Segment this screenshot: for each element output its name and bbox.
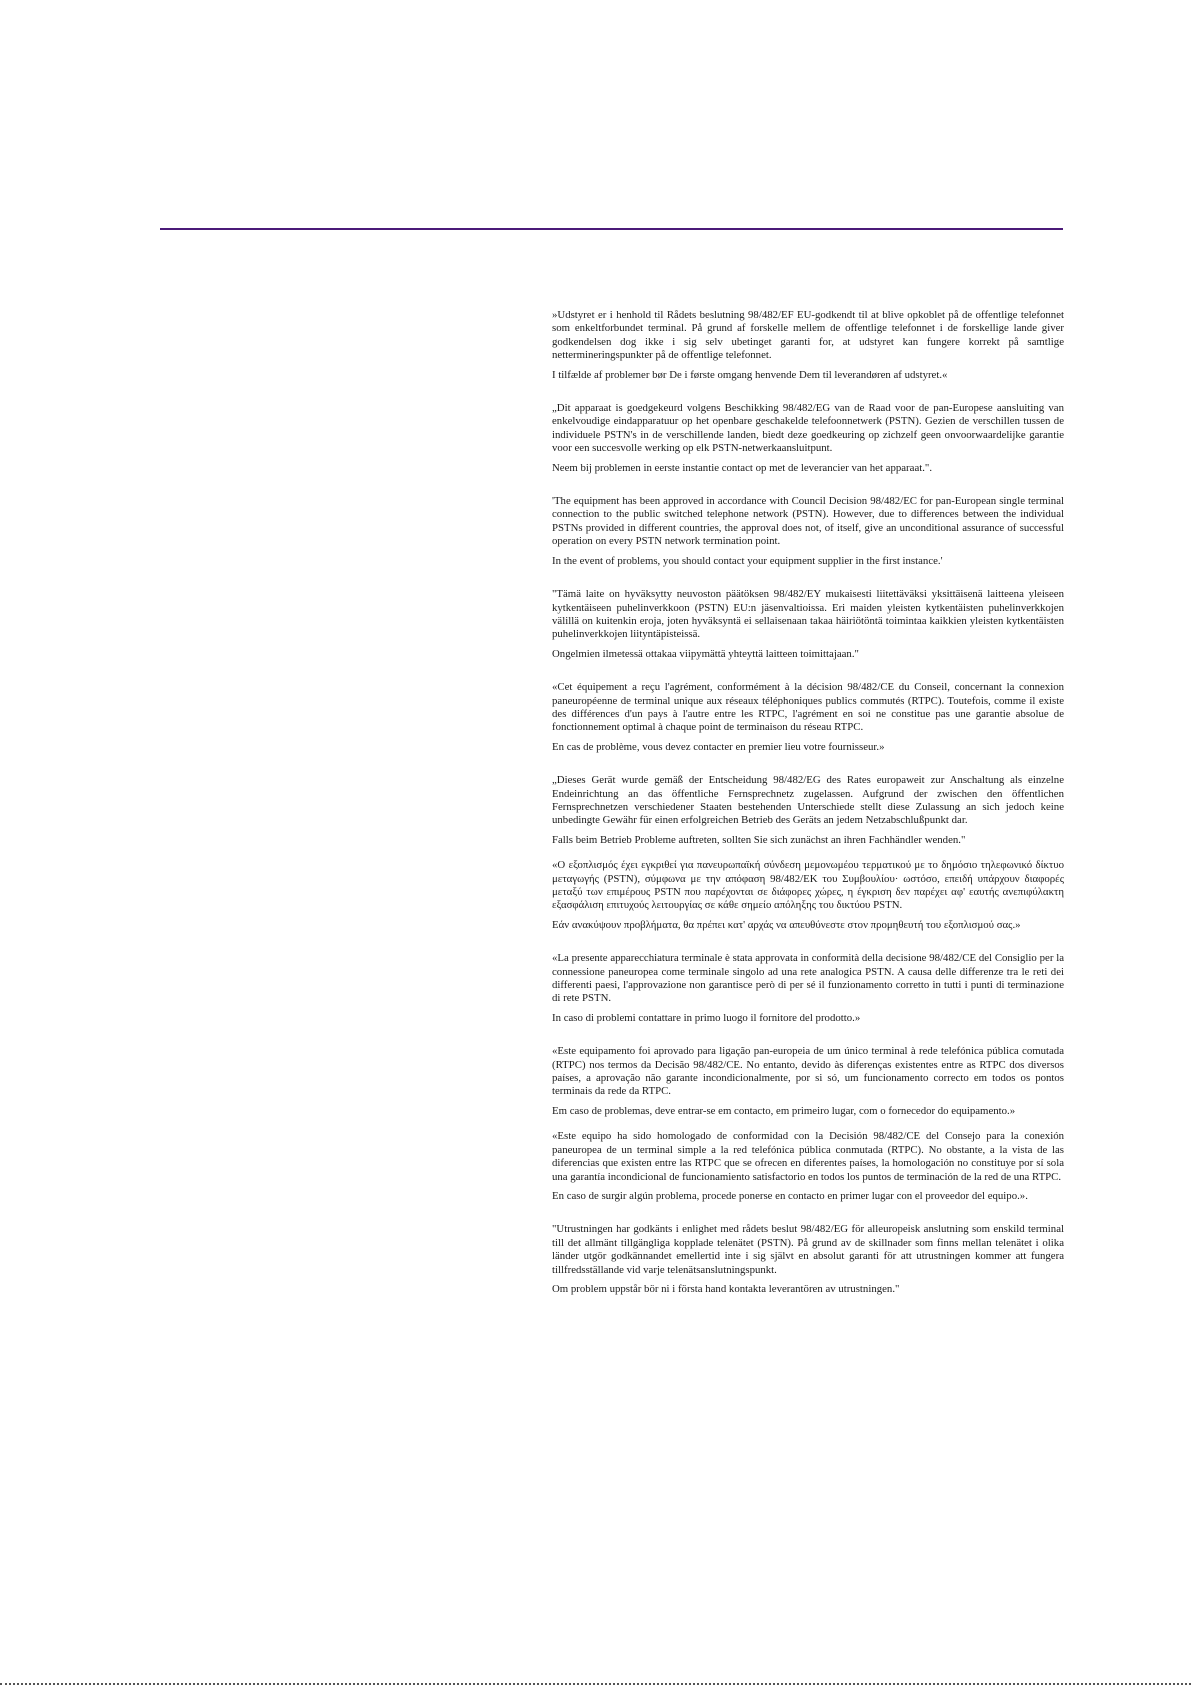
declaration-contact: In caso di problemi contattare in primo luogo il fornitore del prodotto.»	[552, 1011, 861, 1024]
declaration-body: "Utrustningen har godkänts i enlighet med rådets beslut 98/482/EG för alleuropeisk anslutning som enskild terminal till det allmänt tillgängliga kopplade telenätet (PSTN). På grund av de skillnader som finns mellan telenätet i olika länder utgör godkännandet emellertid inte i sig självt en absolut garanti för att utrustningen kommer att fungera tillfredsställande vid varje telenätsanslutningspunkt.	[552, 1223, 1064, 1276]
declaration-dutch	[552, 402, 1064, 475]
declaration-body: »Udstyret er i henhold til Rådets beslutning 98/482/EF EU-godkendt til at blive opkoblet på de offentlige telefonnet som enkeltforbundet terminal. På grund af forskelle mellem de offentlige telefonnet i de forskellige lande giver godkendelsen dog ikke i sig selv ubetinget garanti for, at udstyret kan fungere korrekt på samtlige nettermineringspunkter på de offentlige telefonnet.	[552, 309, 1064, 362]
declaration-column	[552, 309, 1064, 1296]
declaration-body: „Dit apparaat is goedgekeurd volgens Beschikking 98/482/EG van de Raad voor de pan-Europese aansluiting van enkelvoudige eindapparatuur op het openbare geschakelde telefoonnetwerk (PSTN). Gezien de verschillen tussen de individuele PSTN's in de verschillende landen, biedt deze goedkeuring op zichzelf geen onvoorwaardelijke garantie voor een succesvolle werking op elk PSTN-netwerkaansluitpunt.	[552, 402, 1064, 455]
declaration-french	[552, 681, 1064, 754]
declaration-swedish	[552, 1223, 1064, 1296]
header-rule	[160, 228, 1063, 230]
declaration-portuguese	[552, 1045, 1064, 1118]
declaration-spanish	[552, 1130, 1064, 1203]
declaration-body: "Tämä laite on hyväksytty neuvoston päätöksen 98/482/EY mukaisesti liitettäväksi yksittäisenä laitteena yleiseen kytkentäiseen puhelinverkkoon (PSTN) EU:n jäsenvaltioissa. Eri maiden yleisten kytkentäisten puhelinverkkojen välillä on kuitenkin eroja, joten hyväksyntä ei sellaisenaan takaa häiriötöntä toimintaa kaikkien yleisten kytkentäisten puhelinverkkojen liityntäpisteissä.	[552, 588, 1064, 641]
declaration-contact: Ongelmien ilmetessä ottakaa viipymättä yhteyttä laitteen toimittajaan."	[552, 647, 859, 660]
declaration-body: «Cet équipement a reçu l'agrément, conformément à la décision 98/482/CE du Conseil, concernant la connexion paneuropéenne de terminal unique aux réseaux téléphoniques publics commutés (RTPC). Toutefois, comme il existe des différences d'un pays à l'autre entre les RTPC, l'agrément en soi ne constitue pas une garantie absolue de fonctionnement optimal à chaque point de terminaison du réseau RTPC.	[552, 681, 1064, 734]
declaration-english	[552, 495, 1064, 568]
declaration-contact: Neem bij problemen in eerste instantie contact op met de leverancier van het apparaat.".	[552, 461, 933, 474]
declaration-finnish	[552, 588, 1064, 661]
declaration-italian	[552, 952, 1064, 1025]
declaration-body: «La presente apparecchiatura terminale è stata approvata in conformità della decisione 98/482/CE del Consiglio per la connessione paneuropea come terminale singolo ad una rete analogica PSTN. A causa delle differenze tra le reti dei differenti paesi, l'approvazione non garantisce però di per sé il funzionamento corretto in tutti i punti di terminazione di rete PSTN.	[552, 952, 1064, 1005]
declaration-german	[552, 774, 1064, 847]
declaration-contact: Em caso de problemas, deve entrar-se em contacto, em primeiro lugar, com o fornecedor do equipamento.»	[552, 1104, 1016, 1117]
declaration-contact: Falls beim Betrieb Probleme auftreten, sollten Sie sich zunächst an ihren Fachhändler wenden."	[552, 833, 966, 846]
declaration-body: „Dieses Gerät wurde gemäß der Entscheidung 98/482/EG des Rates europaweit zur Anschaltung als einzelne Endeinrichtung an das öffentliche Fernsprechnetz zugelassen. Aufgrund der zwischen den öffentlichen Fernsprechnetzen verschiedener Staaten bestehenden Unterschiede stellt diese Zulassung an sich jedoch keine unbedingte Gewähr für einen erfolgreichen Betrieb des Geräts an jedem Netzabschlußpunkt dar.	[552, 774, 1064, 827]
declaration-contact: In the event of problems, you should contact your equipment supplier in the first instance.'	[552, 554, 943, 567]
declaration-contact: Εάν ανακύψουν προβλήματα, θα πρέπει κατ' αρχάς να απευθύνεστε στον προμηθευτή του εξοπλισμού σας.»	[552, 918, 1021, 931]
declaration-body: «Este equipamento foi aprovado para ligação pan-europeia de um único terminal à rede telefónica pública comutada (RTPC) nos termos da Decisão 98/482/CE. No entanto, devido às diferenças existentes entre as RTPC dos diversos países, a aprovação não garante incondicionalmente, por si só, um funcionamento correcto em todos os pontos terminais da rede da RTPC.	[552, 1045, 1064, 1098]
declaration-danish	[552, 309, 1064, 382]
declaration-body: «Este equipo ha sido homologado de conformidad con la Decisión 98/482/CE del Consejo para la conexión paneuropea de un terminal simple a la red telefónica pública conmutada (RTPC). No obstante, a la vista de las diferencias que existen entre las RTPC que se ofrecen en diferentes países, la homologación no constituye por sí sola una garantía incondicional de funcionamiento satisfactorio en todos los puntos de terminación de la red de una RTPC.	[552, 1130, 1064, 1183]
declaration-greek	[552, 859, 1064, 932]
declaration-contact: En caso de surgir algún problema, procede ponerse en contacto en primer lugar con el proveedor del equipo.».	[552, 1189, 1028, 1202]
declaration-contact: En cas de problème, vous devez contacter en premier lieu votre fournisseur.»	[552, 740, 885, 753]
declaration-contact: Om problem uppstår bör ni i första hand kontakta leverantören av utrustningen."	[552, 1282, 900, 1295]
declaration-body: «Ο εξοπλισμός έχει εγκριθεί για πανευρωπαϊκή σύνδεση μεμονωμέου τερματικού με το δημόσιο τηλεφωνικό δίκτυο μεταγωγής (PSTN), σύμφωνα με την απόφαση 98/482/ΕΚ του Συμβουλίου· ωστόσο, επειδή υπάρχουν διαφορές μεταξύ των επιμέρους PSTN που παρέχονται σε διάφορες χώρες, η έγκριση δεν παρέχει αφ' εαυτής ανεπιφύλακτη εξασφάλιση επιτυχούς λειτουργίας σε κάθε σημείο απόληξης του δικτύου PSTN.	[552, 859, 1064, 912]
declaration-contact: I tilfælde af problemer bør De i første omgang henvende Dem til leverandøren af udstyret.«	[552, 368, 948, 381]
declaration-body: 'The equipment has been approved in accordance with Council Decision 98/482/EC for pan-European single terminal connection to the public switched telephone network (PSTN). However, due to differences between the individual PSTNs provided in different countries, the approval does not, of itself, give an unconditional assurance of successful operation on every PSTN network termination point.	[552, 495, 1064, 548]
